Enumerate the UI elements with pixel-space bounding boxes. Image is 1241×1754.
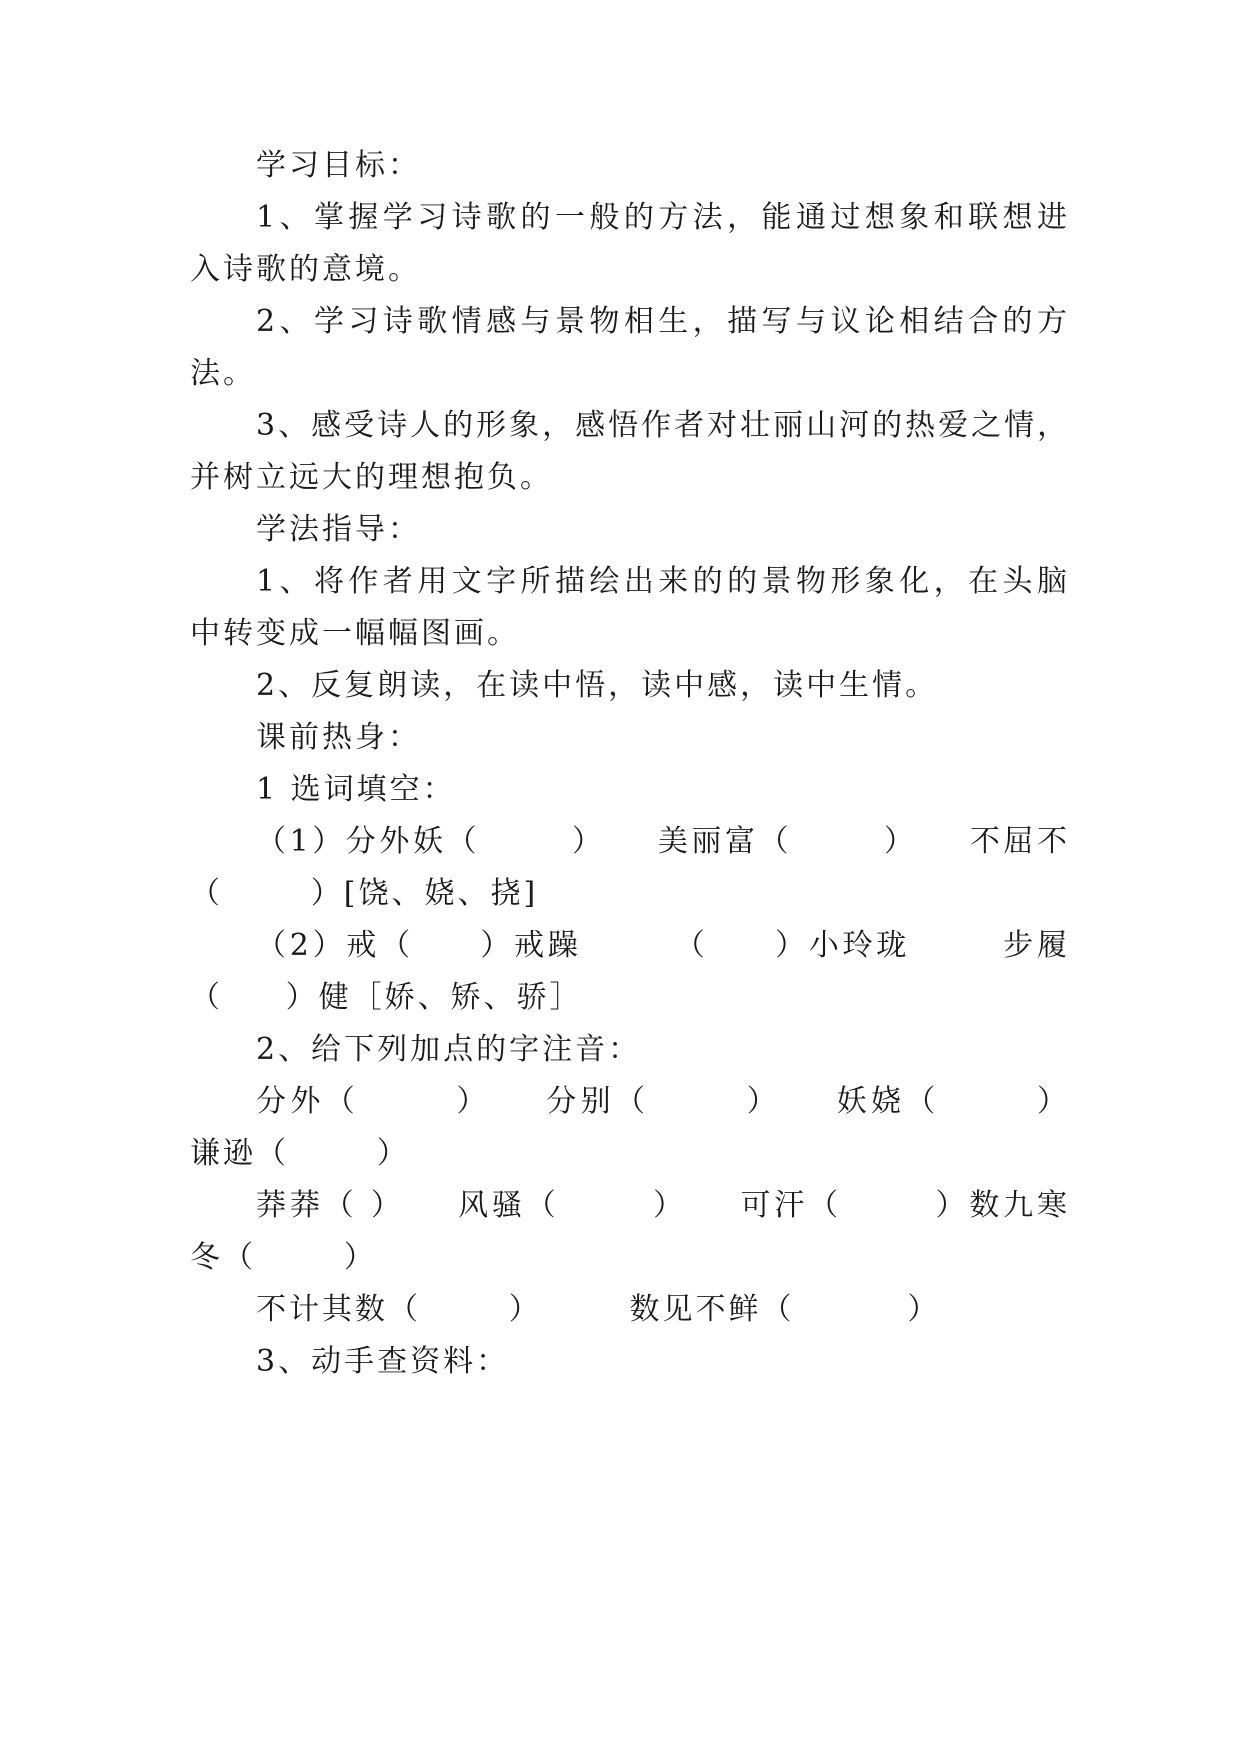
- exercise-1-item-1-line-2: （ ）[饶、娆、挠]: [190, 876, 539, 911]
- method-2-line: 2、反复朗读，在读中悟，读中感，读中生情。: [256, 668, 939, 703]
- exercise-1-title: 1 选词填空：: [256, 772, 456, 807]
- exercise-2-row-2-cont: 冬（ ）: [190, 1240, 377, 1275]
- exercise-1-item-2-line-2: （ ）健［娇、矫、骄］: [190, 980, 583, 1015]
- goal-2-line-2: 法。: [190, 356, 256, 391]
- goal-3-line-2: 并树立远大的理想抱负。: [190, 460, 553, 495]
- exercise-2-row-1-cont: 谦逊（ ）: [190, 1136, 410, 1171]
- heading-warmup: 课前热身：: [256, 720, 421, 755]
- exercise-2-row-2: 莽莽（ ） 风骚（ ） 可汗（ ）数九寒: [256, 1188, 1070, 1223]
- exercise-1-item-2-line-1: （2）戒（ ）戒躁 （ ）小玲珑 步履: [256, 928, 1070, 963]
- goal-2-line-1: 2、学习诗歌情感与景物相生，描写与议论相结合的方: [256, 304, 1070, 339]
- method-1-line-1: 1、将作者用文字所描绘出来的的景物形象化，在头脑: [256, 564, 1070, 599]
- exercise-3-title: 3、动手查资料：: [256, 1344, 510, 1379]
- goal-3-line-1: 3、感受诗人的形象，感悟作者对壮丽山河的热爱之情，: [256, 408, 1071, 443]
- goal-1-line-2: 入诗歌的意境。: [190, 252, 421, 287]
- goal-1-line-1: 1、掌握学习诗歌的一般的方法，能通过想象和联想进: [256, 200, 1070, 235]
- exercise-2-title: 2、给下列加点的字注音：: [256, 1032, 642, 1067]
- heading-method-guide: 学法指导：: [256, 512, 421, 547]
- exercise-2-row-1: 分外（ ） 分别（ ） 妖娆（ ）: [256, 1084, 1070, 1119]
- exercise-2-row-3: 不计其数（ ） 数见不鲜（ ）: [256, 1292, 941, 1327]
- method-1-line-2: 中转变成一幅幅图画。: [190, 616, 520, 651]
- heading-learning-goals: 学习目标：: [256, 148, 421, 183]
- exercise-1-item-1-line-1: （1）分外妖（ ） 美丽富（ ） 不屈不: [256, 824, 1070, 859]
